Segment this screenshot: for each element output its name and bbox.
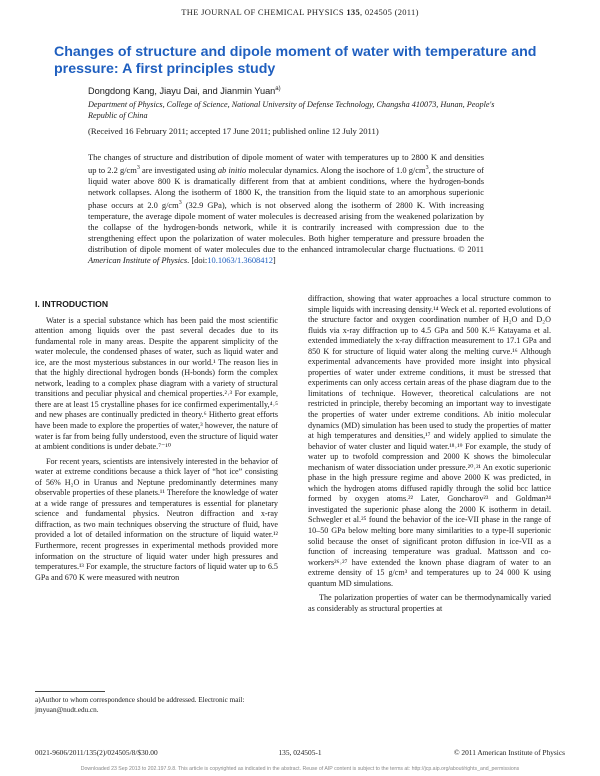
paragraph: The polarization properties of water can be thermodynamically varied as considerably as structural properties at xyxy=(308,593,551,613)
abstract-text: ] xyxy=(272,255,276,266)
authors-text: Dongdong Kang, Jiayu Dai, and Jianmin Yuan xyxy=(88,86,276,97)
download-notice: Downloaded 23 Sep 2013 to 202.197.9.8. This article is copyrighted as indicated in the abstract. Reuse of AIP content is subject to the terms at: http://jcp.aip.org/about/rights_and_permissions xyxy=(80,766,520,772)
paragraph: diffraction, showing that water approaches a local structure common to simple liquids with increasing density.¹⁴ Weck et al. reported evolutions of the structure factor and oxygen coordination number of H₂O and D₂O fluids via x-ray diffraction up to 4.5 GPa and 500 K.¹⁵ Katayama et al. extended immediately the x-ray diffraction measurement to 17.1 GPa and 850 K for structure of liquid water along the melting curve.¹⁶ Although experimental advancements have provided more insight into physical properties of water under extreme conditions, it must be stressed that experiments can only access certain areas of the phase diagram due to the limitations of technique. However, theoretical calculations are not restricted in principle, thereby becoming an important way to investigate the properties of water under extreme conditions. Ab initio molecular dynamics (MD) simulation has been used to study the properties of matter at high temperatures and densities,¹⁷ and widely applied to simulate the behavior of water cluster and liquid water.¹⁸˒¹⁹ For example, the study of water up to twofold compression and 2000 K shows the bimolecular mechanism of water dissociation under pressure.²⁰˒²¹ An exotic superionic phase in the high pressure regime and above 2000 K was predicted, in which the hydrogen atoms diffused rapidly through the solid bcc lattice formed by oxygen atoms.²² Later, Goncharov²³ and Goldman²⁴ investigated the superionic phase along the 2000 K isotherm in detail. Schwegler et al.²⁵ found the behavior of the ice-VII phase in the range of 10–50 GPa below melting bore many similarities to a type-II superionic solid because the onset of significant proton diffusion in ice-VII as a function of increasing temperature was gradual. Mattsson and co-workers²⁶˒²⁷ have extended the known phase diagram of water to an extreme density of 15 g/cm³ and temperatures up to 24 000 K using quantum MD simulations. xyxy=(308,294,551,588)
superscript: 3 xyxy=(425,165,429,172)
paragraph: Water is a special substance which has been paid the most scientific attention among liquids over the past several decades due to its fundamental role in many areas. Despite the apparent simplicity of the water molecule, the condensed phases of water, such as liquid water and ice, are the most mysterious substances in our world.¹ The reason lies in that the highly directional hydrogen bonds (H-bonds) form the complex network, leading to a complex phase diagram with a variety of structural transitions and peculiar physical and chemical properties.²˒³ For example, there are at least 15 crystalline phases for ice confirmed experimentally,⁴˒⁵ and new phases are continually predicted in theory.⁶ Hitherto great efforts have been made to explore the properties of water,³ however, the nature of water is far from being fully understood, even the structure of liquid water at ambient conditions is under debate.⁷⁻¹⁰ xyxy=(35,315,278,452)
abstract-text: , the structure of liquid water above 800 K is dramatically different from that at ambient conditions, where the hydrogen-bonds network collapses. Along the isotherm of 1800 K, the transition from the liquid state to an amorphous superionic phase occurs at 2.0 g/cm xyxy=(88,164,484,210)
running-head xyxy=(0,7,600,17)
paragraph: For recent years, scientists are intensively interested in the behavior of water at extreme conditions because a thick layer of “hot ice” consisting of 56% H₂O in Uranus and Neptune predominantly determines many observable properties of these planets.¹¹ Therefore the knowledge of water at a wide range of pressures and temperatures is essential for planetary science and fundamental physics. Neutron diffraction and x-ray diffraction, as two main techniques observing the structure of fluid, have provided a lot of detailed information on the structure of liquid water.¹² Furthermore, recent progresses in experimental methods provided more information on the structure of liquid water under high pressures and temperatures.¹³ For example, the structure factors of liquid water up to 6.5 GPa and 670 K were measured with neutron xyxy=(35,456,278,582)
abstract-emphasis: ab initio xyxy=(217,164,247,175)
article-title: Changes of structure and dipole moment of water with temperature and pressure: A first principles study xyxy=(54,44,537,77)
right-column xyxy=(308,294,551,614)
superscript: 3 xyxy=(136,165,140,172)
journal-name: THE JOURNAL OF CHEMICAL PHYSICS xyxy=(181,7,344,17)
footer-issn: 0021-9606/2011/135(2)/024505/8/$30.00 xyxy=(35,748,158,757)
received-dates: (Received 16 February 2011; accepted 17 June 2011; published online 12 July 2011) xyxy=(88,126,379,136)
doi-link[interactable]: 10.1063/1.3608412 xyxy=(207,255,273,266)
footer-copyright: © 2011 American Institute of Physics xyxy=(453,748,565,757)
abstract-text: are investigated using xyxy=(139,164,218,175)
abstract-text: The changes of structure and distribution of dipole moment of water with temperatures up to 2800 K and densities up to 2.2 g/cm xyxy=(88,152,484,175)
abstract-text: (32.9 GPa), which is not observed along the isotherm of 2800 K. With increasing temperature, the average dipole moment of water molecules is decreased arising from the weakened polarization by the collapse of the hydrogen-bonds network, while it is contrarily increased with compression due to the strengthening effect upon the polarization of water molecules. Both higher temperature and pressure broaden the distribution of dipole moment of water molecules due to the enhanced intramolecular charge fluctuations. © 2011 xyxy=(88,200,484,255)
author-list xyxy=(88,86,281,96)
footnote-divider xyxy=(35,691,105,692)
citation: , 024505 (2011) xyxy=(360,7,419,17)
volume-number: 135 xyxy=(346,7,360,17)
footer-page: 135, 024505-1 xyxy=(278,748,322,757)
abstract-text: . [doi: xyxy=(187,255,208,266)
abstract xyxy=(88,152,484,267)
abstract-text: molecular dynamics. Along the isochore of 1.0 g/cm xyxy=(246,164,426,175)
author-footnote-mark[interactable]: a) xyxy=(275,86,281,92)
left-column xyxy=(35,299,278,583)
affiliation: Department of Physics, College of Science, National University of Defense Technology, Changsha 410073, Hunan, People's Republic of China xyxy=(88,100,495,120)
section-heading: I. INTRODUCTION xyxy=(35,299,109,309)
footnote: a)Author to whom correspondence should be addressed. Electronic mail: jmyuan@nudt.edu.cn. xyxy=(35,696,245,714)
abstract-emphasis: American Institute of Physics xyxy=(88,255,188,266)
superscript: 3 xyxy=(178,200,182,207)
